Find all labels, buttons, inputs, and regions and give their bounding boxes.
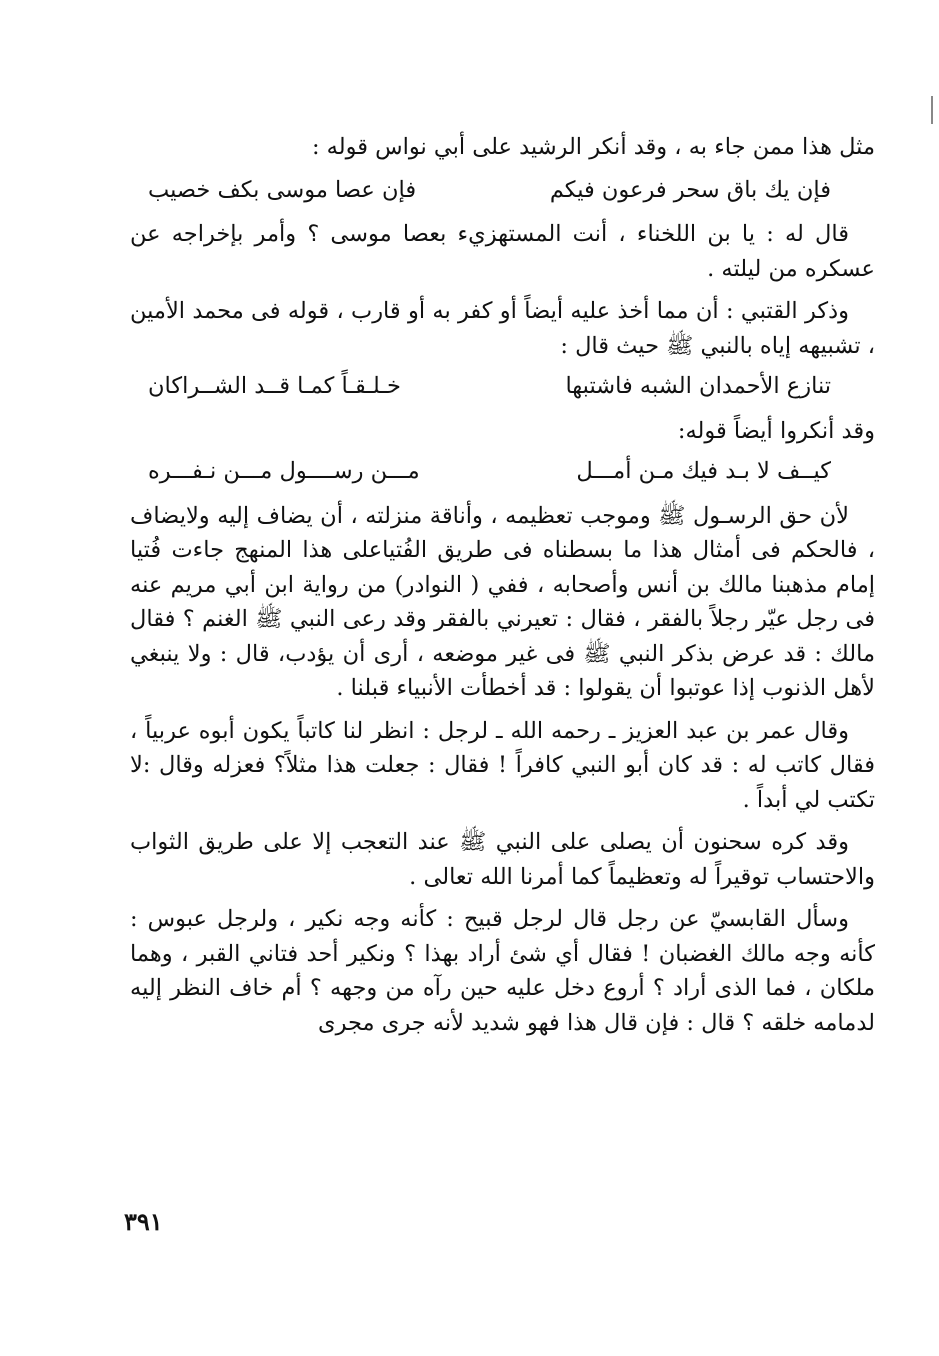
paragraph-3: وذكر القتبي : أن مما أخذ عليه أيضاً أو كفر به أو قارب ، قوله فى محمد الأمين ، تشبيهه إياه بالنبي ﷺ حيث قال : bbox=[130, 298, 875, 359]
verse-3-second-hemistich: مـــن رســــول مـــن نـفـــره bbox=[148, 458, 420, 484]
verse-1-first-hemistich: فإن يك باق سحر فرعون فيكم bbox=[549, 176, 831, 203]
verse-3 bbox=[130, 454, 875, 489]
paragraph-6: وقال عمر بن عبد العزيز ـ رحمه الله ـ لرجل : انظر لنا كاتباً يكون أبوه عربياً ، فقال كاتب له : قد كان أبو النبي كافراً ! فقال : جعلت هذا مثلاً؟ فعزله وقال :لا تكتب لي أبداً . bbox=[130, 717, 875, 813]
paragraph-5: لأن حق الرسـول ﷺ وموجب تعظيمه ، وأناقة منزلته ، أن يضاف إليه ولايضاف ، فالحكم فى أمثال هذا ما بسطناه فى طريق الفُتياعلى هذا المنهج جاءت فُتيا إمام مذهبنا مالك بن أنس وأصحابه ، ففي ( النوادر) من رواية ابن أبي مريم عنه فى رجل عيّر رجلاً بالفقر ، فقال : تعيرني بالفقر وقد رعى النبي ﷺ الغنم ؟ فقال مالك : قد عرض بذكر النبي ﷺ فى غير موضعه ، أرى أن يؤدب، قال : ولا ينبغي لأهل الذنوب إذا عوتبوا أن يقولوا : قد أخطأت الأنبياء قبلنا . bbox=[130, 502, 875, 701]
verse-1 bbox=[130, 173, 875, 208]
paragraph-2: قال له : يا بن اللخناء ، أنت المستهزيء بعصا موسى ؟ وأمر بإخراجه عن عسكره من ليلته . bbox=[130, 221, 875, 282]
verse-1-second-hemistich: فإن عصا موسى بكف خصيب bbox=[148, 176, 417, 203]
verse-2 bbox=[130, 369, 875, 404]
paragraph-1: مثل هذا ممن جاء به ، وقد أنكر الرشيد على أبي نواس قوله : bbox=[311, 134, 875, 160]
paragraph-4: وقد أنكروا أيضاً قوله: bbox=[677, 417, 875, 444]
paragraph-7: وقد كره سحنون أن يصلى على النبي ﷺ عند التعجب إلا على طريق الثواب والاحتساب توقيراً له وتعظيماً كما أمرنا الله تعالى . bbox=[130, 829, 875, 890]
paragraph-8: وسأل القابسيّ عن رجل قال لرجل قبيح : كأنه وجه نكير ، ولرجل عبوس : كأنه وجه مالك الغضبان ! فقال أي شئ أراد بهذا ؟ ونكير أحد فتاني القبر ، وهما ملكان ، فما الذى أراد ؟ أروع دخل عليه حين رآه من وجهه ؟ أم خاف النظر إليه لدمامه خلقه ؟ قال : فإن قال هذا فهو شديد لأنه جرى مجرى bbox=[130, 906, 875, 1036]
verse-2-first-hemistich: تنازع الأحمدان الشبه فاشتبها bbox=[565, 373, 831, 399]
verse-3-first-hemistich: كيــف لا بـد فيك مـن أمـــل bbox=[576, 458, 831, 484]
scan-edge-mark bbox=[931, 96, 933, 124]
verse-2-second-hemistich: خـلـقـاً كمـا قــد الشــراكان bbox=[148, 373, 401, 399]
page-body bbox=[130, 130, 875, 1048]
page-number: ٣٩١ bbox=[124, 1207, 163, 1236]
